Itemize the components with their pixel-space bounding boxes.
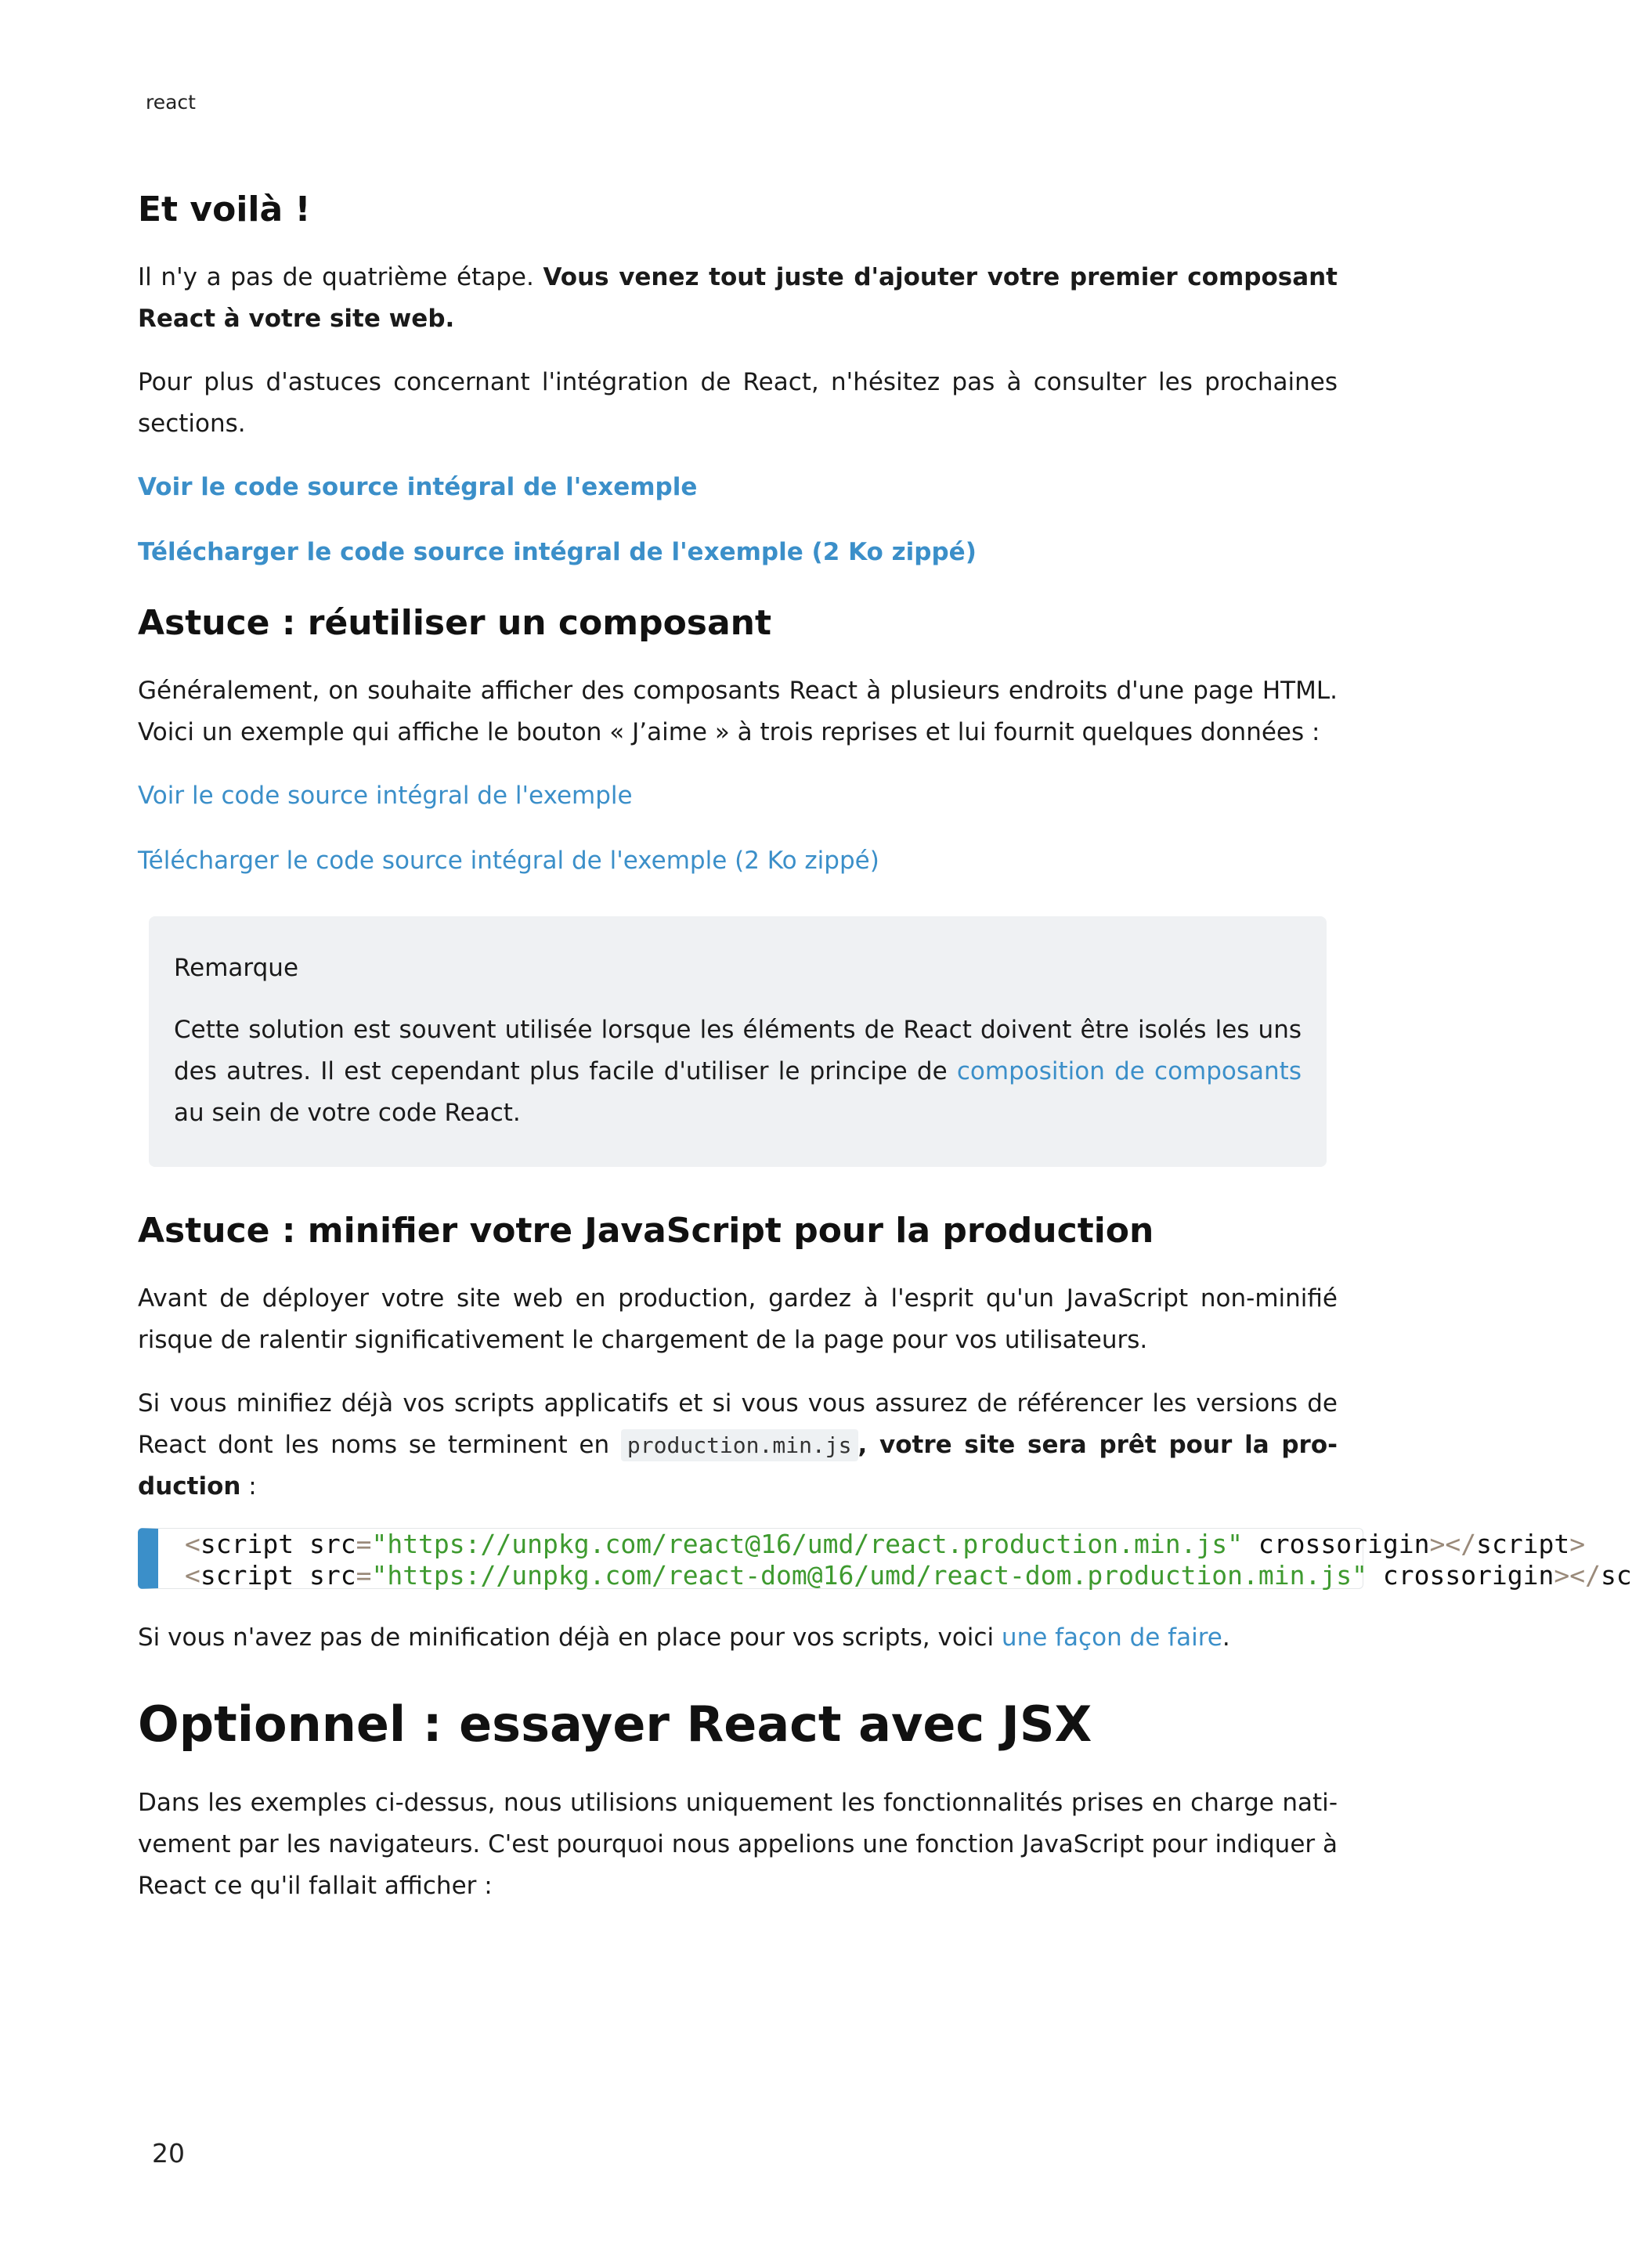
inline-code-filename: production.min.js bbox=[621, 1429, 858, 1461]
heading-et-voila: Et voilà ! bbox=[138, 190, 311, 229]
code-attr: src bbox=[309, 1529, 356, 1559]
heading-minify-js: Astuce : minifier votre JavaScript pour la production bbox=[138, 1211, 1154, 1251]
view-source-link-2[interactable]: Voir le code source intégral de l'exemple bbox=[138, 782, 633, 810]
text-bold: Vous venez tout juste d'ajouter votre premier composant React à votre site web. bbox=[138, 263, 1338, 333]
text-bold: , votre site sera prêt pour la production bbox=[138, 1431, 1338, 1501]
heading-optional-jsx: Optionnel : essayer React avec JSX bbox=[138, 1696, 1092, 1753]
note-text bbox=[174, 1009, 1302, 1134]
code-tag: script bbox=[1476, 1529, 1570, 1559]
paragraph-no-minification bbox=[138, 1617, 1338, 1659]
running-header: react bbox=[146, 91, 196, 114]
page-content bbox=[138, 186, 1632, 1929]
paragraph-minify bbox=[138, 1383, 1338, 1508]
note-text-after: au sein de votre code React. bbox=[174, 1099, 521, 1127]
text-plain: Il n'y a pas de quatrième étape. bbox=[138, 263, 543, 291]
code-string: "https://unpkg.com/react-dom@16/umd/react-dom.production.min.js" bbox=[371, 1560, 1367, 1591]
code-attr: src bbox=[309, 1560, 356, 1591]
code-attr: crossorigin bbox=[1382, 1560, 1554, 1591]
paragraph-before-deploy: Avant de déployer votre site web en production, gardez à l'esprit qu'un JavaScript non-minifié risque de ralentir significativement le chargement de la page pour vos utilisateurs. bbox=[138, 1284, 1338, 1354]
text-plain: Si vous n'avez pas de minification déjà en place pour vos scripts, voici bbox=[138, 1623, 1002, 1652]
heading-reuse-component: Astuce : réutiliser un composant bbox=[138, 603, 772, 643]
code-eq: = bbox=[356, 1560, 372, 1591]
text-plain: Si vous minifiez déjà vos scripts applicatifs et si vous vous assurez de référencer les versions de React dont les noms se terminent en bbox=[138, 1389, 1338, 1459]
paragraph-fourth-step bbox=[138, 257, 1338, 340]
text-end: : bbox=[240, 1472, 257, 1501]
code-tag: script bbox=[200, 1560, 294, 1591]
code-attr: crossorigin bbox=[1258, 1529, 1430, 1559]
code-clip bbox=[138, 1528, 1632, 1591]
page-number: 20 bbox=[152, 2138, 185, 2169]
paragraph-reuse-component: Généralement, on souhaite afficher des composants React à plusieurs endroits d'une page HTML. Voici un exemple qui affiche le bouton « J’aime » à trois reprises et lui fournit quelques données : bbox=[138, 677, 1338, 746]
note-box bbox=[149, 916, 1327, 1167]
component-composition-link[interactable]: composition de composants bbox=[956, 1057, 1302, 1085]
note-text-before: Cette solution est souvent utilisée lorsque les éléments de React doivent être isolés les uns des autres. Il est cependant plus facile d'utiliser le principe de bbox=[174, 1016, 1302, 1085]
view-source-link[interactable]: Voir le code source intégral de l'exemple bbox=[138, 473, 698, 501]
code-string: "https://unpkg.com/react@16/umd/react.production.min.js" bbox=[371, 1529, 1244, 1559]
text-end: . bbox=[1222, 1623, 1230, 1652]
code-block bbox=[138, 1528, 1632, 1591]
note-title: Remarque bbox=[174, 954, 299, 982]
code-tag: script bbox=[200, 1529, 294, 1559]
link-row-view-source-2 bbox=[138, 775, 1338, 817]
paragraph-jsx-intro: Dans les exemples ci-dessus, nous utilisions uniquement les fonctionnalités prises en charge nativement par les navigateurs. C'est pourquoi nous appelions une fonction JavaScript pour indiquer à React ce qu'il fallait afficher : bbox=[138, 1789, 1338, 1900]
link-row-view-source bbox=[138, 467, 1338, 508]
link-row-download-source-2 bbox=[138, 840, 1338, 882]
download-source-link-2[interactable]: Télécharger le code source intégral de l'exemple (2 Ko zippé) bbox=[138, 847, 879, 875]
link-row-download-source bbox=[138, 532, 1338, 573]
download-source-link[interactable]: Télécharger le code source intégral de l'exemple (2 Ko zippé) bbox=[138, 538, 977, 566]
one-way-link[interactable]: une façon de faire bbox=[1001, 1623, 1222, 1652]
code-content: <script src="https://unpkg.com/react@16/umd/react.production.min.js" crossorigin></script> <script src="https://unpkg.com/react-dom@16/umd/react-dom.production.min.js" crossorigin></sc bbox=[185, 1529, 1632, 1591]
code-eq: = bbox=[356, 1529, 372, 1559]
code-tag: sc bbox=[1601, 1560, 1632, 1591]
paragraph-more-tips: Pour plus d'astuces concernant l'intégration de React, n'hésitez pas à consulter les prochaines sections. bbox=[138, 368, 1338, 438]
